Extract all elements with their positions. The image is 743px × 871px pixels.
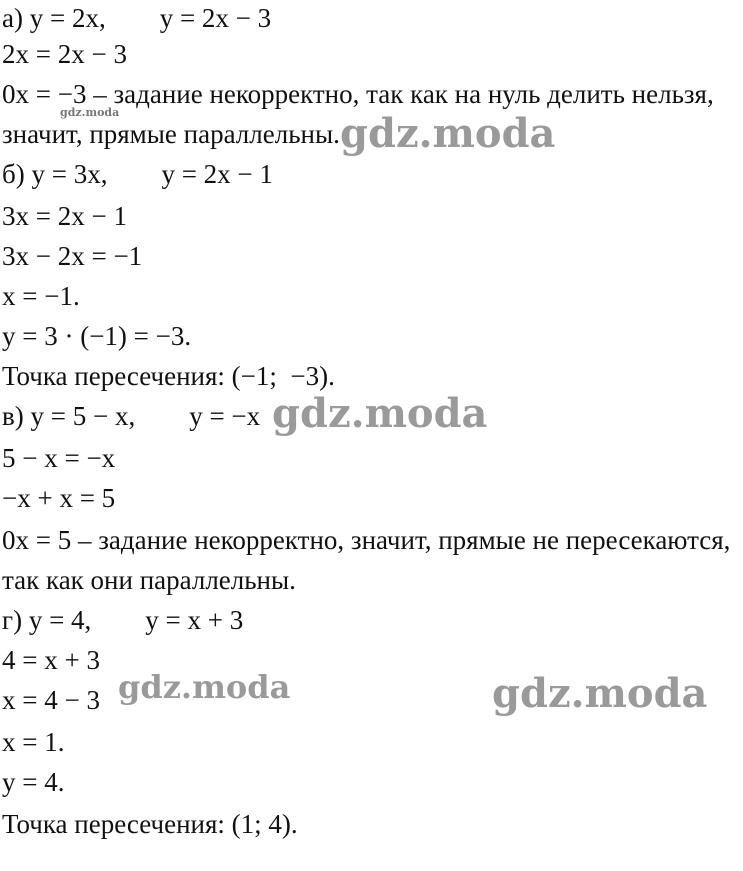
line-b-step-4: y = 3 · (−1) = −3. [2, 321, 192, 351]
line-g-step-2: x = 4 − 3 [2, 685, 100, 715]
line-g-answer: Точка пересечения: (1; 4). [2, 809, 298, 839]
line-v-step-1: 5 − x = −x [2, 443, 116, 473]
watermark-bottom-right: gdz.moda [492, 670, 708, 717]
line-v-equations: в) y = 5 − x, y = −x [2, 401, 261, 431]
line-a-step-1: 2x = 2x − 3 [2, 39, 127, 69]
line-b-answer: Точка пересечения: (−1; −3). [2, 361, 335, 391]
line-g-step-3: x = 1. [2, 727, 65, 757]
line-g-equations: г) y = 4, y = x + 3 [2, 605, 244, 635]
line-a-conclusion: значит, прямые параллельны. [2, 119, 340, 149]
watermark-bottom-left: gdz.moda [118, 668, 291, 706]
line-g-step-1: 4 = x + 3 [2, 645, 100, 675]
watermark-small-top: gdz.moda [60, 106, 120, 119]
line-v-step-2: −x + x = 5 [2, 483, 116, 513]
line-b-step-1: 3x = 2x − 1 [2, 201, 127, 231]
line-v-step-3: 0x = 5 – задание некорректно, значит, прямые не пересекаются, [2, 525, 731, 555]
watermark-top: gdz.moda [340, 110, 556, 157]
line-b-equations: б) y = 3x, y = 2x − 1 [2, 159, 273, 189]
watermark-middle: gdz.moda [272, 390, 488, 437]
line-a-step-2: 0x = −3 – задание некорректно, так как на нуль делить нельзя, [2, 79, 714, 109]
line-b-step-2: 3x − 2x = −1 [2, 241, 143, 271]
line-b-step-3: x = −1. [2, 281, 80, 311]
line-a-equations: а) y = 2x, y = 2x − 3 [2, 3, 272, 33]
line-g-step-4: y = 4. [2, 767, 65, 797]
line-v-conclusion: так как они параллельны. [2, 565, 296, 595]
